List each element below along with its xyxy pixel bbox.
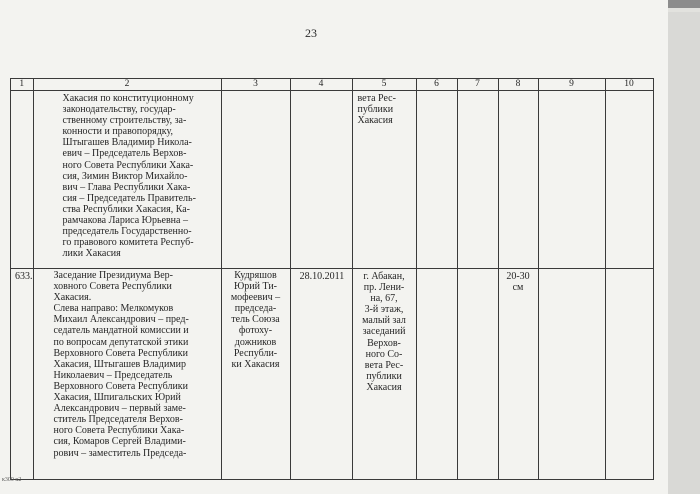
table-cell: [416, 269, 457, 480]
table-row: [11, 269, 654, 480]
column-header: 5: [352, 79, 416, 91]
table-header-row: [11, 79, 654, 91]
table-cell: [605, 269, 653, 480]
table-row: [11, 91, 654, 269]
page-number: 23: [305, 26, 317, 40]
schedule-table: [10, 78, 654, 480]
table-cell: [221, 91, 290, 269]
event-description: Заседание Президиума Вер- ховного Совета Республики Хакасия. Слева направо: Мелкомуков Михаил Александрович – пред- седатель мандатной комиссии и по вопросам депутатской этики Верховного Совета Республики Хакасия, Штыгашев Владимир Николаевич – Председатель Верховного Совета Республики Хакасия, Шпигальских Юрий Александрович – первый заме- ститель Председателя Верхов- ного Совета Республики Хака- сия, Комаров Сергей Владими- рович – заместитель Председа-: [33, 269, 221, 480]
column-header: 7: [457, 79, 498, 91]
column-header: 3: [221, 79, 290, 91]
table-cell: [538, 269, 605, 480]
date-cell: 28.10.2011: [290, 269, 352, 480]
column-header: 10: [605, 79, 653, 91]
column-header: 2: [33, 79, 221, 91]
column-header: 8: [498, 79, 538, 91]
table-cell: [457, 91, 498, 269]
table-cell: [605, 91, 653, 269]
author-cell: Кудряшов Юрий Ти- мофеевич – председа- тель Союза фотоху- дожников Республи- ки Хакасия: [221, 269, 290, 480]
table-cell: [290, 91, 352, 269]
table-cell: [538, 91, 605, 269]
footer-mark: к309 к2: [2, 477, 22, 483]
table-cell: [498, 91, 538, 269]
event-description: Хакасия по конституционному законодательству, государ- ственному строительству, за- конности и правопорядку, Штыгашев Владимир Никола- евич – Председатель Верхов- ного Совета Республики Хака- сия, Зимин Виктор Михайло- вич – Глава Республики Хака- сия – Председатель Правитель- ства Республики Хакасия, Ка- рамчакова Лариса Юрьевна – председатель Государственно- го правового комитета Респуб- лики Хакасия: [33, 91, 221, 269]
row-number: 633.: [11, 269, 34, 480]
table-cell: [416, 91, 457, 269]
column-header: 1: [11, 79, 34, 91]
table-cell: [457, 269, 498, 480]
event-location: г. Абакан, пр. Лени- на, 67, 3-й этаж, малый зал заседаний Верхов- ного Со- вета Рес- публики Хакасия: [352, 269, 416, 480]
column-header: 4: [290, 79, 352, 91]
event-location: вета Рес- публики Хакасия: [352, 91, 416, 269]
column-header: 6: [416, 79, 457, 91]
column-header: 9: [538, 79, 605, 91]
table-cell: [11, 91, 34, 269]
size-cell: 20-30 см: [498, 269, 538, 480]
